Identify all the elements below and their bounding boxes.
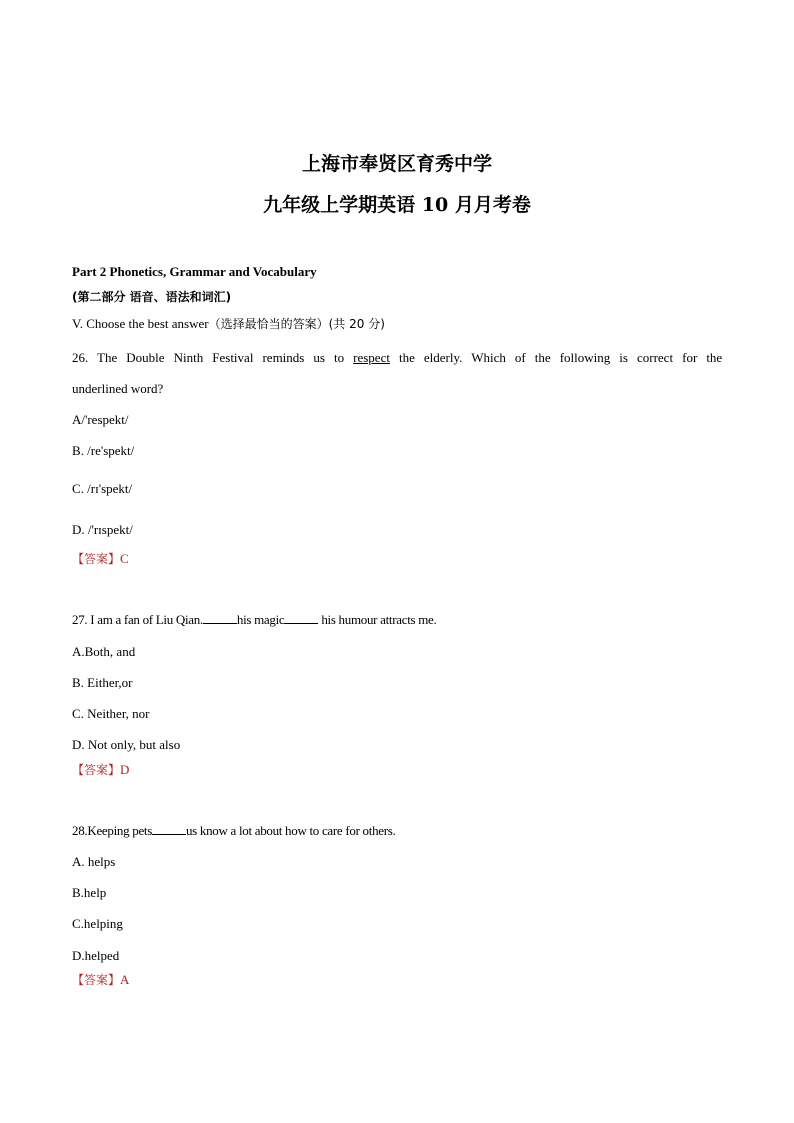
underlined-word: respect xyxy=(353,350,390,365)
question-27-option-c: C. Neither, nor xyxy=(72,706,150,721)
question-28-option-d: D.helped xyxy=(72,948,120,963)
question-27-option-d: D. Not only, but also xyxy=(72,737,181,752)
instruction-points: (共 20 分) xyxy=(328,317,385,331)
question-26-stem-line2: underlined word? xyxy=(72,381,164,396)
question-26-stem-line1: 26. The Double Ninth Festival reminds us to respect the elderly. Which of the following is correct for the xyxy=(72,350,723,365)
question-26-option-a: A/'respekt/ xyxy=(72,412,129,427)
question-28-option-a: A. helps xyxy=(72,854,116,869)
answer-blank xyxy=(152,823,186,835)
answer-blank xyxy=(284,612,318,624)
instruction-cn: （选择最恰当的答案） xyxy=(208,317,329,331)
question-27-option-a: A.Both, and xyxy=(72,644,136,659)
question-28-answer: 【答案】A xyxy=(72,972,130,987)
instruction-en: V. Choose the best answer xyxy=(72,316,209,331)
question-26-option-b: B. /re'spekt/ xyxy=(72,443,135,458)
section-subtitle: (第二部分 语音、语法和词汇) xyxy=(72,290,232,304)
question-28-option-c: C.helping xyxy=(72,916,123,931)
answer-blank xyxy=(203,612,237,624)
question-28-stem: 28.Keeping pets us know a lot about how to care for others. xyxy=(72,823,396,838)
question-27-option-b: B. Either,or xyxy=(72,675,133,690)
question-27-stem: 27. I am a fan of Liu Qian. his magic his humour attracts me. xyxy=(72,612,437,627)
question-26-option-d: D. /'rɪspekt/ xyxy=(72,522,133,537)
question-27-answer: 【答案】D xyxy=(72,762,130,777)
section-instruction xyxy=(72,316,385,332)
school-title: 上海市奉贤区育秀中学 xyxy=(301,153,492,175)
question-26-answer: 【答案】C xyxy=(72,551,129,566)
question-28-option-b: B.help xyxy=(72,885,107,900)
exam-title: 九年级上学期英语 10 月月考卷 xyxy=(263,194,531,216)
section-title: Part 2 Phonetics, Grammar and Vocabulary xyxy=(72,264,317,279)
question-26-option-c: C. /rɪ'spekt/ xyxy=(72,481,133,496)
